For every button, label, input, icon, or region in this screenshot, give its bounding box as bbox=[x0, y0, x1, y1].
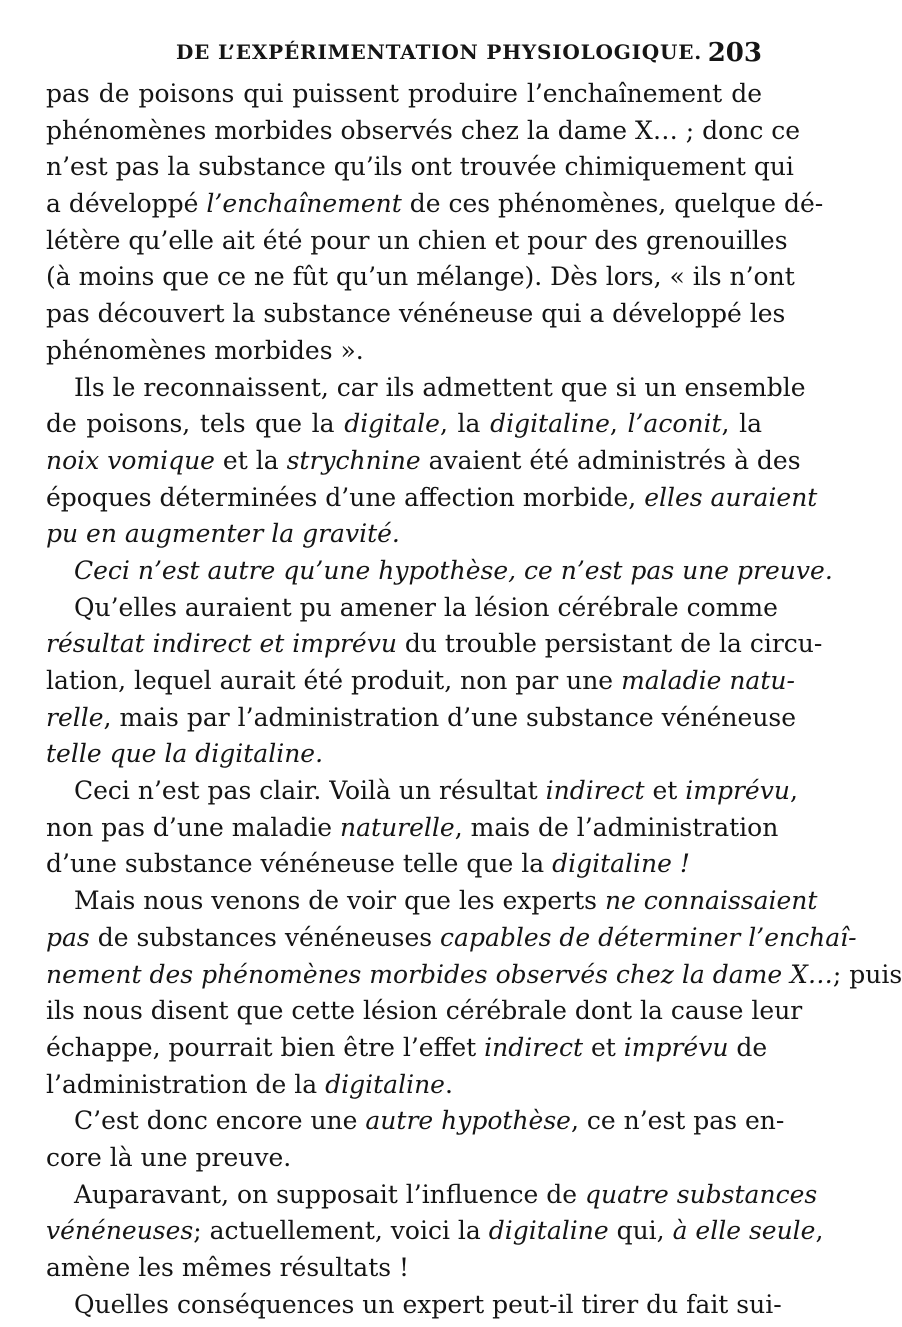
text-line bbox=[46, 810, 779, 847]
italic-text: nement des phénomènes morbides observés chez la dame X… bbox=[46, 959, 833, 989]
italic-text: indirect bbox=[545, 776, 645, 806]
text-line bbox=[46, 223, 788, 260]
text-run: avaient été administrés à des bbox=[420, 445, 801, 475]
text-run: Mais nous venons de voir que les experts bbox=[74, 886, 605, 916]
text-line bbox=[46, 480, 818, 517]
text-line bbox=[46, 1140, 762, 1177]
text-run: et la bbox=[214, 445, 287, 475]
text-line bbox=[46, 1250, 762, 1287]
italic-text: telle que la digitaline. bbox=[46, 739, 324, 769]
italic-text: l’enchaînement bbox=[206, 189, 402, 219]
italic-text: strychnine bbox=[286, 445, 421, 475]
text-line bbox=[46, 76, 762, 113]
text-run: de ces phénomènes, quelque dé- bbox=[401, 189, 824, 219]
text-run: phénomènes morbides observés chez la dame X… ; donc ce bbox=[46, 115, 801, 145]
text-run: et bbox=[583, 1032, 624, 1062]
text-run: non pas d’une maladie bbox=[46, 812, 341, 842]
italic-text: autre hypothèse bbox=[365, 1106, 571, 1136]
italic-text: maladie natu- bbox=[621, 666, 795, 695]
text-run: létère qu’elle ait été pour un chien et pour des grenouilles bbox=[46, 225, 788, 255]
text-run: époques déterminées d’une affection morbide, bbox=[46, 482, 645, 512]
text-line bbox=[46, 296, 786, 333]
text-line bbox=[46, 516, 762, 553]
page-number: 203 bbox=[707, 38, 762, 68]
italic-text: pu en augmenter la gravité. bbox=[46, 519, 400, 549]
text-run: , bbox=[609, 409, 628, 439]
text-line bbox=[46, 700, 797, 737]
text-run: C’est donc encore une bbox=[74, 1106, 366, 1136]
paragraph-start bbox=[46, 883, 818, 920]
italic-text: pas bbox=[46, 922, 90, 952]
text-run: , la bbox=[439, 409, 491, 439]
text-line bbox=[46, 1213, 824, 1250]
text-line bbox=[46, 736, 762, 773]
italic-text: indirect bbox=[484, 1032, 584, 1062]
text-run: qui, bbox=[608, 1216, 673, 1246]
italic-text: à elle seule bbox=[672, 1216, 816, 1246]
italic-text: digitaline bbox=[490, 409, 610, 439]
italic-text: capables de déterminer l’enchaî- bbox=[440, 922, 857, 952]
text-line bbox=[46, 113, 801, 150]
italic-text: imprévu bbox=[623, 1032, 729, 1062]
text-run: , bbox=[815, 1216, 824, 1246]
text-line bbox=[46, 846, 762, 883]
text-run: et bbox=[644, 776, 686, 806]
text-run: , mais de l’administration bbox=[454, 812, 779, 842]
text-run: Qu’elles auraient pu amener la lésion cérébrale comme bbox=[74, 592, 778, 622]
italic-text: relle bbox=[46, 702, 104, 732]
paragraph-start bbox=[46, 553, 833, 590]
text-line bbox=[46, 663, 795, 700]
text-run: l’administration de la bbox=[46, 1069, 326, 1099]
text-run: Ils le reconnaissent, car ils admettent que si un ensemble bbox=[74, 372, 806, 402]
text-run: ils nous disent que cette lésion cérébrale dont la cause leur bbox=[46, 996, 803, 1026]
italic-text: digitaline ! bbox=[552, 849, 690, 879]
paragraph-start bbox=[46, 1103, 785, 1140]
text-run: pas de poisons qui puissent produire l’enchaînement de bbox=[46, 79, 762, 108]
text-run: n’est pas la substance qu’ils ont trouvée chimiquement qui bbox=[46, 152, 794, 182]
text-line bbox=[46, 626, 823, 663]
text-run: ; actuellement, voici la bbox=[193, 1216, 489, 1246]
text-line bbox=[46, 186, 824, 223]
text-run: échappe, pourrait bien être l’effet bbox=[46, 1032, 485, 1062]
text-run: phénomènes morbides ». bbox=[46, 335, 364, 365]
italic-text: Ceci n’est autre qu’une hypothèse, ce n’est pas une preuve. bbox=[74, 555, 833, 585]
text-line bbox=[46, 333, 762, 370]
text-line bbox=[46, 1030, 768, 1067]
paragraph-start bbox=[46, 370, 806, 407]
text-run: pas découvert la substance vénéneuse qui a développé les bbox=[46, 299, 786, 329]
text-run: , ce n’est pas en- bbox=[570, 1106, 785, 1136]
italic-text: digitale bbox=[344, 409, 440, 439]
text-run: d’une substance vénéneuse telle que la bbox=[46, 849, 553, 879]
italic-text: ne connaissaient bbox=[604, 886, 818, 916]
italic-text: digitaline bbox=[488, 1216, 609, 1246]
text-run: de bbox=[728, 1032, 768, 1062]
text-run: core là une preuve. bbox=[46, 1142, 292, 1172]
italic-text: elles auraient bbox=[644, 482, 818, 512]
text-line bbox=[46, 957, 902, 994]
text-line bbox=[46, 149, 794, 186]
text-run: Ceci n’est pas clair. Voilà un résultat bbox=[74, 776, 546, 806]
paragraph-start bbox=[46, 1287, 782, 1324]
text-run: amène les mêmes résultats ! bbox=[46, 1253, 410, 1282]
text-line bbox=[46, 406, 762, 443]
italic-text: quatre substances bbox=[585, 1179, 818, 1209]
text-run: lation, lequel aurait été produit, non par une bbox=[46, 666, 622, 695]
text-line bbox=[46, 920, 857, 957]
text-run: . bbox=[444, 1069, 453, 1099]
italic-text: naturelle bbox=[340, 812, 455, 842]
italic-text: digitaline bbox=[325, 1069, 445, 1099]
running-title: DE L’EXPÉRIMENTATION PHYSIOLOGIQUE. bbox=[176, 40, 703, 64]
text-run: Auparavant, on supposait l’influence de bbox=[74, 1179, 585, 1209]
text-run: de poisons, tels que la bbox=[46, 409, 345, 439]
italic-text: noix vomique bbox=[46, 445, 215, 475]
italic-text: résultat indirect et imprévu bbox=[46, 629, 397, 659]
italic-text: imprévu bbox=[685, 776, 790, 806]
paragraph-start bbox=[46, 1177, 818, 1214]
body-text bbox=[46, 76, 902, 1323]
paragraph-start bbox=[46, 773, 798, 810]
text-run: , la bbox=[721, 409, 763, 439]
text-line bbox=[46, 1067, 762, 1104]
text-run: (à moins que ce ne fût qu’un mélange). Dès lors, « ils n’ont bbox=[46, 262, 795, 292]
italic-text: l’aconit bbox=[627, 409, 722, 439]
text-run: ; puis bbox=[832, 959, 902, 989]
text-run: a développé bbox=[46, 189, 207, 219]
text-line bbox=[46, 443, 801, 480]
text-run: , mais par l’administration d’une substance vénéneuse bbox=[103, 702, 797, 732]
page-header bbox=[48, 38, 762, 76]
text-run: du trouble persistant de la circu- bbox=[396, 629, 823, 659]
text-run: , bbox=[789, 776, 798, 806]
paragraph-start bbox=[46, 590, 778, 627]
text-line bbox=[46, 993, 803, 1030]
text-line bbox=[46, 259, 795, 296]
text-run: Quelles conséquences un expert peut-il tirer du fait sui- bbox=[74, 1289, 782, 1319]
text-run: de substances vénéneuses bbox=[89, 922, 441, 952]
italic-text: vénéneuses bbox=[46, 1216, 194, 1246]
